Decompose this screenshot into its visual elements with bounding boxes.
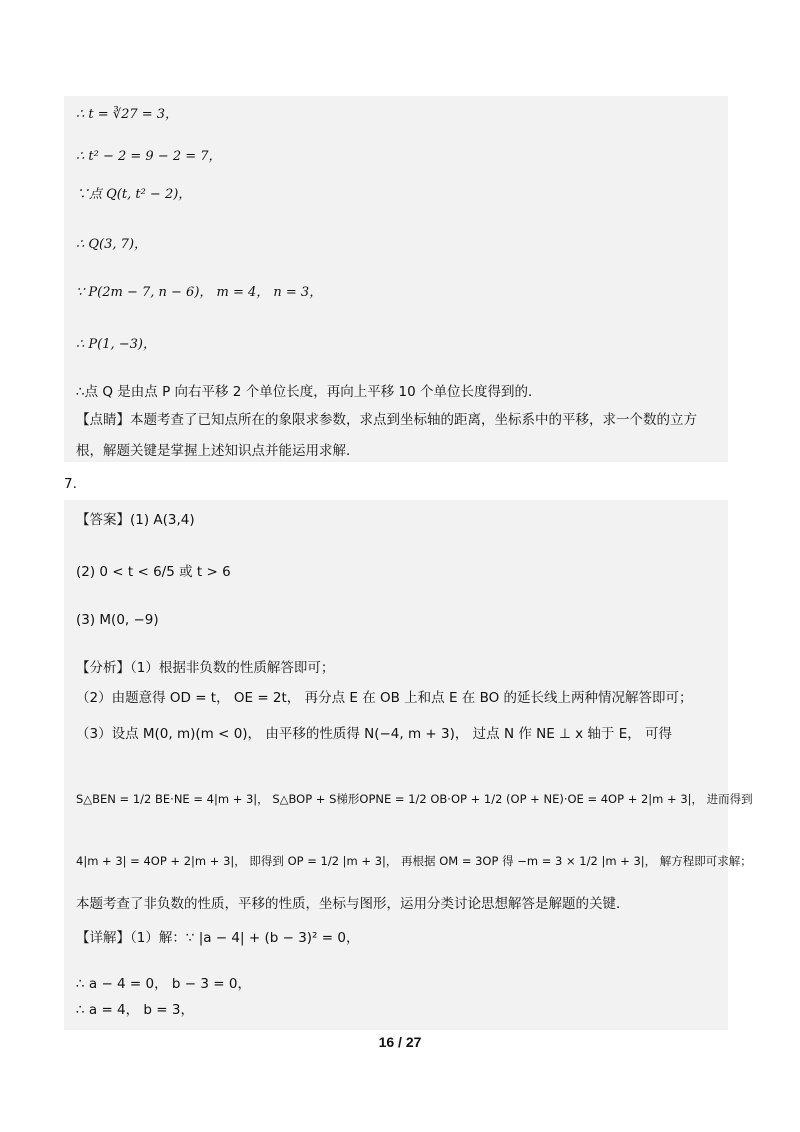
comment-line: 根，解题关键是掌握上述知识点并能运用求解． — [76, 443, 360, 459]
answer-line: (3) M(0, −9) — [76, 612, 159, 628]
question-number: 7. — [64, 476, 77, 492]
detail-line: 【详解】（1）解：∵ |a − 4| + (b − 3)² = 0， — [76, 930, 360, 946]
detail-line: ∴ a = 4， b = 3， — [76, 1002, 194, 1018]
analysis-line: 【分析】（1）根据非负数的性质解答即可； — [76, 660, 335, 676]
solution-line: ∴ t = ∛27 = 3， — [76, 107, 179, 122]
solution-line: ∵ P(2m − 7, n − 6)， m = 4， n = 3， — [76, 285, 323, 300]
solution-line: ∴点 Q 是由点 P 向右平移 2 个单位长度，再向上平移 10 个单位长度得到的． — [76, 384, 542, 400]
analysis-line: 本题考查了非负数的性质，平移的性质，坐标与图形，运用分类讨论思想解答是解题的关键． — [76, 896, 630, 912]
solution-line: ∴ P(1, −3)， — [76, 337, 156, 352]
detail-line: ∴ a − 4 = 0， b − 3 = 0， — [76, 976, 251, 992]
analysis-line: S△BEN = 1/2 BE·NE = 4|m + 3|， S△BOP + S梯形OPNE = 1/2 OB·OP + 1/2 (OP + NE)·OE = 4OP + 2|m + 3|， 进而得到 — [76, 792, 753, 806]
solution-line: ∴ t² − 2 = 9 − 2 = 7， — [76, 149, 222, 164]
answer-line: 【答案】(1) A(3,4) — [76, 512, 195, 528]
comment-line: 【点睛】本题考查了已知点所在的象限求参数，求点到坐标轴的距离，坐标系中的平移，求一个数的立方 — [76, 412, 697, 428]
analysis-line: （2）由题意得 OD = t， OE = 2t， 再分点 E 在 OB 上和点 E 在 BO 的延长线上两种情况解答即可； — [76, 690, 693, 706]
analysis-line: 4|m + 3| = 4OP + 2|m + 3|， 即得到 OP = 1/2 |m + 3|， 再根据 OM = 3OP 得 −m = 3 × 1/2 |m + 3|， 解方程即可求解； — [76, 854, 752, 868]
answer-line: (2) 0 < t < 6/5 或 t > 6 — [76, 564, 231, 580]
page-number: 16 / 27 — [378, 1034, 422, 1050]
solution-line: ∴ Q(3, 7)， — [76, 237, 148, 252]
analysis-line: （3）设点 M(0, m)(m < 0)， 由平移的性质得 N(−4, m + 3)， 过点 N 作 NE ⊥ x 轴于 E， 可得 — [76, 726, 673, 742]
solution-line: ∵点 Q(t, t² − 2)， — [76, 187, 192, 202]
